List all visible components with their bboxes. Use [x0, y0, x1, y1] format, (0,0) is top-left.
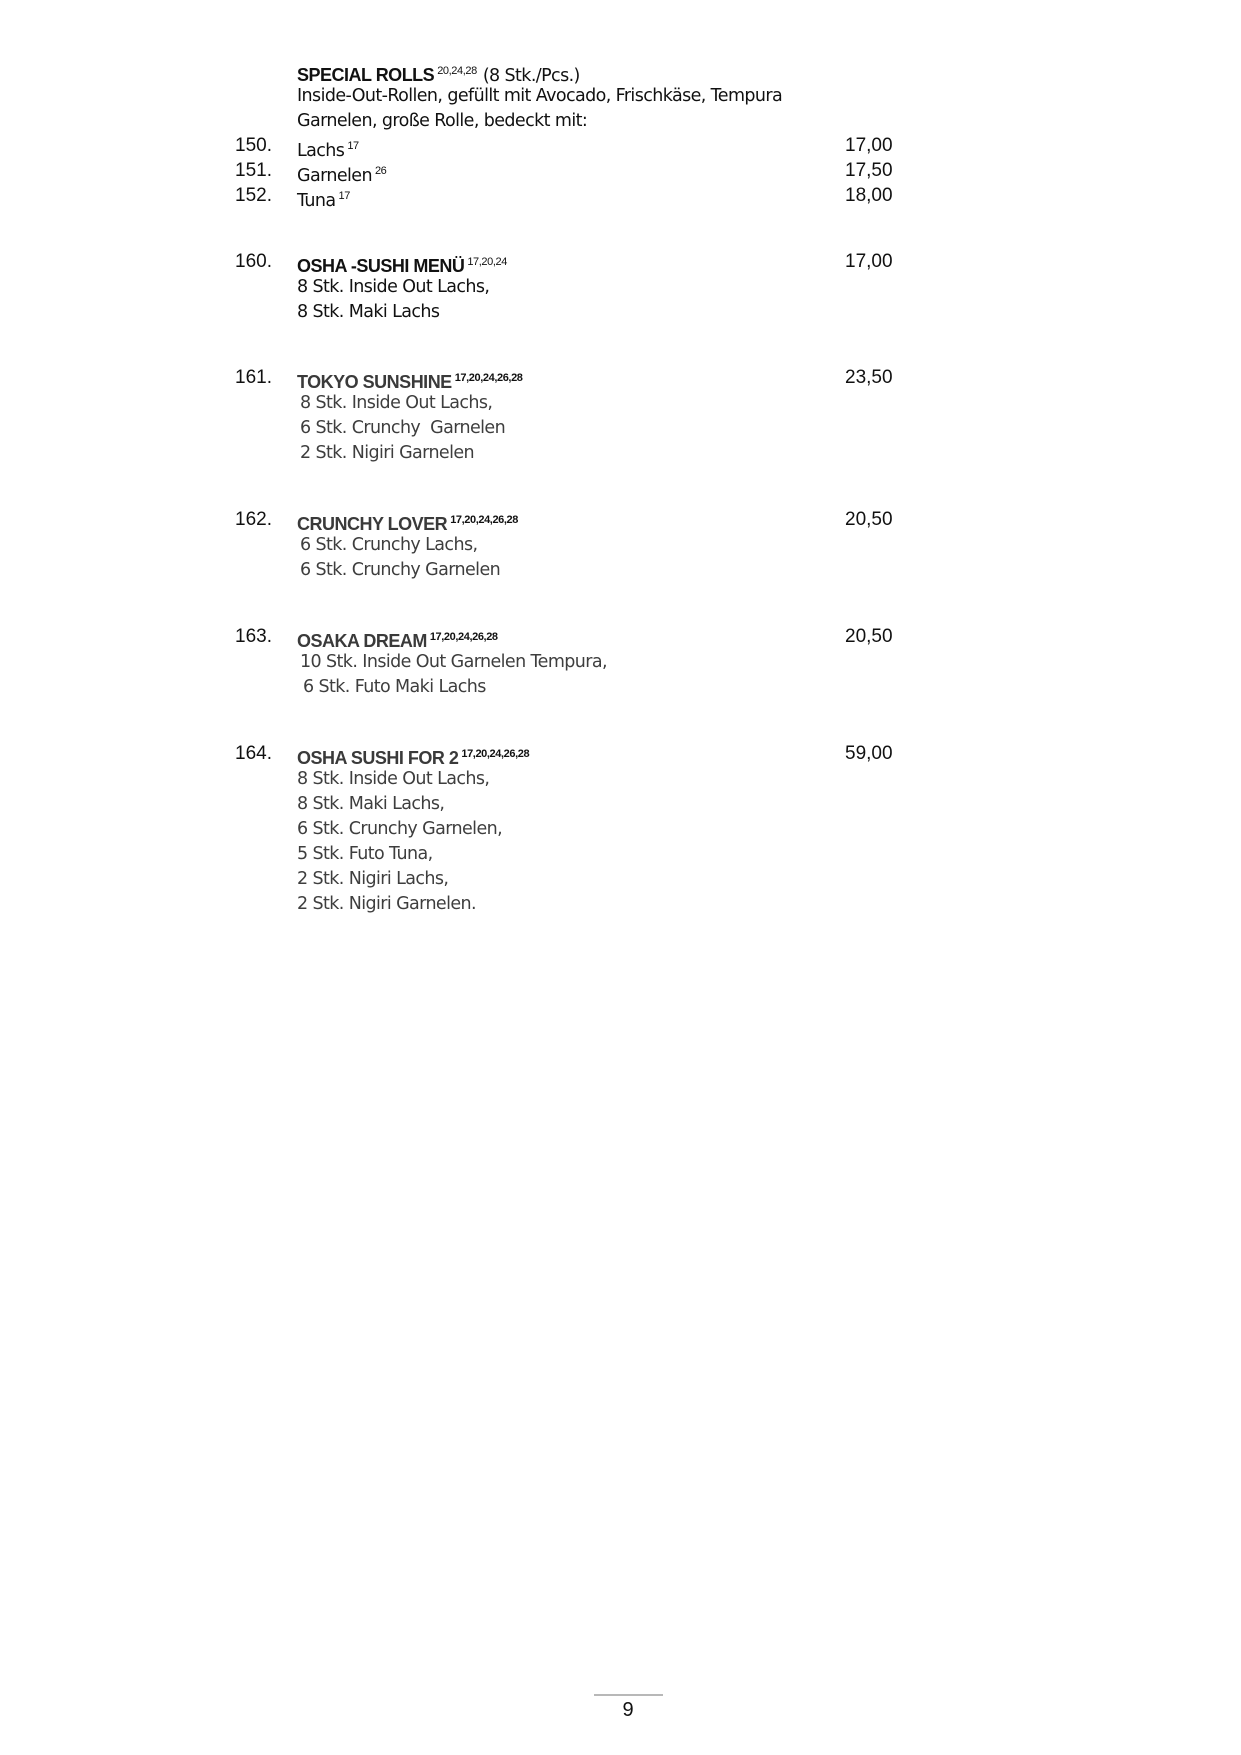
footer-divider [594, 1694, 663, 1696]
item-162-line [0, 532, 1241, 558]
item-title: CRUNCHY LOVER [297, 514, 448, 534]
menu-item-161 [0, 365, 1241, 391]
item-161-line [0, 440, 1241, 466]
item-161-line [0, 390, 1241, 416]
description-text: Inside-Out-Rollen, gefüllt mit Avocado, Frischkäse, Tempura [297, 86, 783, 106]
item-content-line: 6 Stk. Crunchy Garnelen [300, 418, 506, 438]
item-price: 59,00 [845, 743, 893, 764]
item-name: Lachs [297, 141, 345, 161]
description-text: Garnelen, große Rolle, bedeckt mit: [297, 111, 588, 131]
menu-item-162 [0, 507, 1241, 533]
item-allergens: 17 [338, 190, 350, 202]
item-name-wrap [297, 183, 350, 214]
special-rolls-pieces: (8 Stk./Pcs.) [482, 66, 580, 86]
menu-item-150 [0, 133, 1241, 159]
item-content-line: 8 Stk. Maki Lachs, [297, 794, 445, 814]
item-163-line [0, 649, 1241, 675]
item-number: 163. [235, 626, 272, 647]
item-content-line: 6 Stk. Crunchy Garnelen [300, 560, 501, 580]
item-name: Garnelen [297, 166, 372, 186]
item-allergens: 26 [374, 165, 387, 177]
menu-item-151 [0, 158, 1241, 184]
item-160-line [0, 274, 1241, 300]
menu-item-164 [0, 741, 1241, 767]
item-content-line: 6 Stk. Crunchy Lachs, [300, 535, 478, 555]
item-content-line: 2 Stk. Nigiri Lachs, [297, 869, 449, 889]
item-number: 150. [235, 135, 272, 156]
item-number: 152. [235, 185, 272, 206]
item-content-line: 8 Stk. Inside Out Lachs, [297, 277, 490, 297]
item-number: 164. [235, 743, 272, 764]
item-title: OSHA -SUSHI MENÜ [297, 256, 465, 276]
item-content-line: 6 Stk. Futo Maki Lachs [303, 677, 486, 697]
item-163-line [0, 674, 1241, 700]
item-164-line [0, 816, 1241, 842]
item-162-line [0, 557, 1241, 583]
item-content-line: 5 Stk. Futo Tuna, [297, 844, 433, 864]
item-number: 151. [235, 160, 272, 181]
item-164-line [0, 841, 1241, 867]
item-160-line [0, 299, 1241, 325]
item-164-line [0, 791, 1241, 817]
menu-item-160 [0, 249, 1241, 275]
special-rolls-description-1 [0, 83, 1241, 109]
item-164-line [0, 766, 1241, 792]
item-price: 20,50 [845, 626, 893, 647]
item-name: Tuna [297, 191, 336, 211]
item-title: OSAKA DREAM [297, 631, 427, 651]
item-161-line [0, 415, 1241, 441]
item-number: 161. [235, 367, 272, 388]
item-price: 18,00 [845, 185, 893, 206]
item-164-line [0, 891, 1241, 917]
item-price: 17,00 [845, 251, 893, 272]
item-allergens: 17,20,24,26,28 [450, 514, 518, 526]
menu-item-163 [0, 624, 1241, 650]
special-rolls-header [0, 58, 1241, 84]
item-title: TOKYO SUNSHINE [297, 372, 452, 392]
item-number: 160. [235, 251, 272, 272]
item-allergens: 17 [347, 140, 359, 152]
item-allergens: 17,20,24,26,28 [429, 631, 498, 643]
page-number: 9 [622, 1699, 634, 1721]
item-allergens: 17,20,24,26,28 [461, 748, 530, 760]
item-number: 162. [235, 509, 272, 530]
special-rolls-description-2 [0, 108, 1241, 134]
item-price: 17,00 [845, 135, 893, 156]
item-content-line: 8 Stk. Inside Out Lachs, [300, 393, 493, 413]
special-rolls-title: SPECIAL ROLLS [297, 65, 435, 85]
item-content-line: 8 Stk. Inside Out Lachs, [297, 769, 490, 789]
item-allergens: 17,20,24 [467, 256, 507, 268]
item-allergens: 17,20,24,26,28 [454, 372, 523, 384]
item-price: 20,50 [845, 509, 893, 530]
item-title: OSHA SUSHI FOR 2 [297, 748, 459, 768]
special-rolls-allergens: 20,24,28 [437, 65, 477, 77]
item-content-line: 2 Stk. Nigiri Garnelen. [297, 894, 476, 914]
item-content-line: 10 Stk. Inside Out Garnelen Tempura, [300, 652, 607, 672]
item-price: 17,50 [845, 160, 893, 181]
item-content-line: 2 Stk. Nigiri Garnelen [300, 443, 475, 463]
item-content-line: 8 Stk. Maki Lachs [297, 302, 440, 322]
item-price: 23,50 [845, 367, 893, 388]
item-164-line [0, 866, 1241, 892]
menu-item-152 [0, 183, 1241, 209]
item-content-line: 6 Stk. Crunchy Garnelen, [297, 819, 503, 839]
